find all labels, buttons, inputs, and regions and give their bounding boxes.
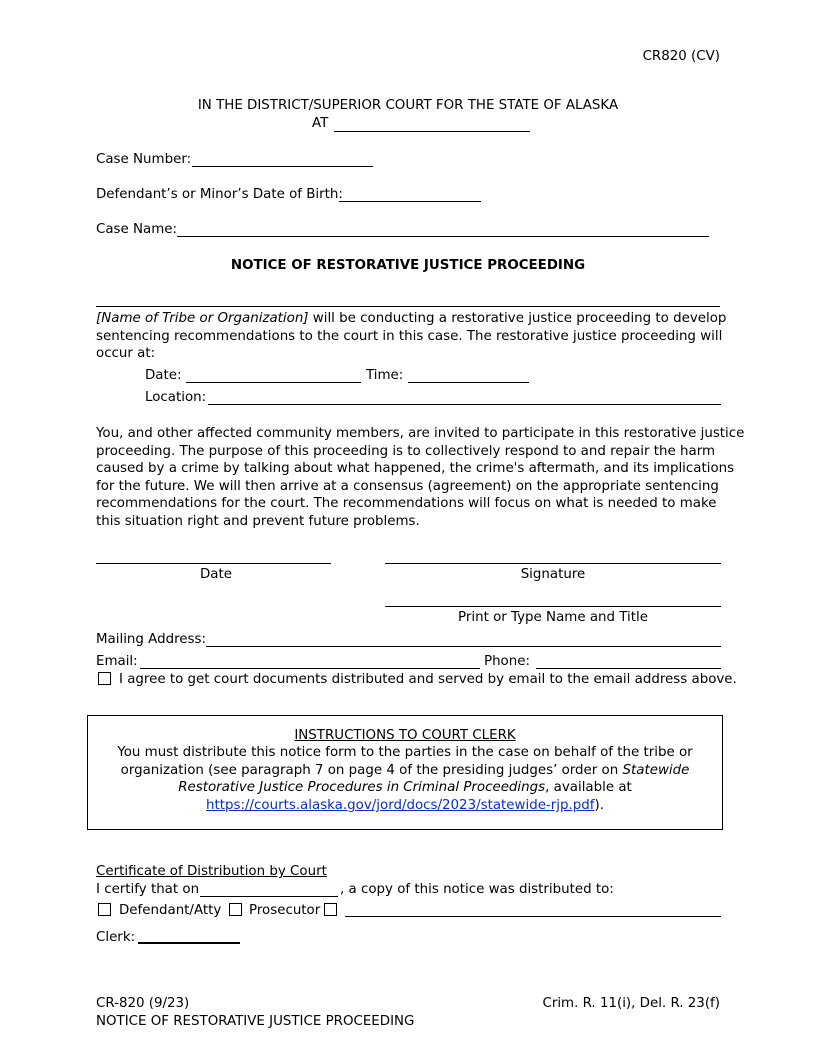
page-title: NOTICE OF RESTORATIVE JUSTICE PROCEEDING bbox=[230, 258, 586, 273]
mailing-address-field[interactable] bbox=[206, 646, 721, 647]
proceeding-location-field[interactable] bbox=[208, 404, 721, 405]
instructions-heading: INSTRUCTIONS TO COURT CLERK bbox=[294, 728, 516, 743]
case-name-label: Case Name: bbox=[96, 222, 178, 237]
instructions-link-after: ). bbox=[594, 798, 604, 813]
defendant-checkbox[interactable] bbox=[98, 903, 111, 916]
proceeding-time-field[interactable] bbox=[408, 382, 529, 383]
case-number-field[interactable] bbox=[192, 166, 373, 167]
tribe-placeholder: [Name of Tribe or Organization] bbox=[96, 311, 309, 326]
mailing-address-label: Mailing Address: bbox=[96, 632, 207, 647]
court-at-label: AT bbox=[312, 116, 329, 131]
certify-date-field[interactable] bbox=[200, 896, 338, 897]
clerk-label: Clerk: bbox=[96, 930, 136, 945]
footer-form-title: NOTICE OF RESTORATIVE JUSTICE PROCEEDING bbox=[96, 1014, 415, 1029]
signature-field[interactable] bbox=[385, 563, 721, 564]
court-heading: IN THE DISTRICT/SUPERIOR COURT FOR THE STATE OF ALASKA bbox=[197, 98, 619, 113]
dob-field[interactable] bbox=[339, 201, 481, 202]
email-consent-checkbox[interactable] bbox=[98, 672, 111, 685]
invitation-line-6: this situation right and prevent future problems. bbox=[96, 514, 420, 529]
intro-line-1 bbox=[96, 310, 726, 328]
date-field[interactable] bbox=[96, 563, 331, 564]
rjp-order-link[interactable]: https://courts.alaska.gov/jord/docs/2023/statewide-rjp.pdf bbox=[206, 798, 595, 813]
print-name-label: Print or Type Name and Title bbox=[458, 610, 648, 625]
tribe-name-field[interactable] bbox=[96, 306, 720, 307]
instructions-line-3 bbox=[87, 779, 723, 797]
signature-label: Signature bbox=[520, 567, 586, 582]
phone-label: Phone: bbox=[484, 654, 530, 669]
other-recipient-field[interactable] bbox=[345, 916, 721, 917]
other-recipient-checkbox[interactable] bbox=[324, 903, 337, 916]
invitation-line-2: proceeding. The purpose of this proceeding is to collectively respond to and repair the harm bbox=[96, 444, 716, 459]
proceeding-date-field[interactable] bbox=[186, 382, 361, 383]
case-name-field[interactable] bbox=[177, 236, 709, 237]
invitation-line-3: caused by a crime by talking about what happened, the crime's aftermath, and its implications bbox=[96, 461, 735, 476]
instructions-line-3-text: , available at bbox=[545, 780, 632, 795]
instructions-line-2 bbox=[87, 762, 723, 780]
defendant-label: Defendant/Atty bbox=[119, 903, 222, 918]
invitation-line-5: recommendations for the court. The recommendations will focus on what is needed to make bbox=[96, 496, 717, 511]
case-number-label: Case Number: bbox=[96, 152, 192, 167]
footer-rules: Crim. R. 11(i), Del. R. 23(f) bbox=[542, 996, 720, 1011]
email-label: Email: bbox=[96, 654, 138, 669]
intro-line-3: occur at: bbox=[96, 346, 156, 361]
print-name-field[interactable] bbox=[385, 606, 721, 607]
proceeding-date-label: Date: bbox=[145, 368, 182, 383]
email-field[interactable] bbox=[140, 668, 480, 669]
prosecutor-checkbox[interactable] bbox=[229, 903, 242, 916]
certify-label: I certify that on bbox=[96, 882, 200, 897]
certificate-heading: Certificate of Distribution by Court bbox=[96, 864, 327, 879]
proceeding-location-label: Location: bbox=[145, 390, 207, 405]
footer-form-number: CR-820 (9/23) bbox=[96, 996, 190, 1011]
invitation-line-1: You, and other affected community members, are invited to participate in this restorative justice bbox=[96, 426, 745, 441]
instructions-line-3-italic: Restorative Justice Procedures in Criminal Proceedings bbox=[178, 780, 546, 795]
court-location-field[interactable] bbox=[334, 131, 530, 132]
certify-text: , a copy of this notice was distributed to: bbox=[340, 882, 614, 897]
instructions-line-2-italic: Statewide bbox=[622, 763, 690, 778]
dob-label: Defendant’s or Minor’s Date of Birth: bbox=[96, 187, 343, 202]
email-consent-label: I agree to get court documents distributed and served by email to the email address above. bbox=[119, 672, 737, 687]
form-code: CR820 (CV) bbox=[642, 49, 720, 64]
phone-field[interactable] bbox=[536, 668, 721, 669]
clerk-field[interactable] bbox=[138, 942, 240, 944]
date-label: Date bbox=[199, 567, 232, 582]
proceeding-time-label: Time: bbox=[366, 368, 404, 383]
instructions-line-1: You must distribute this notice form to the parties in the case on behalf of the tribe or bbox=[117, 745, 693, 760]
prosecutor-label: Prosecutor bbox=[249, 903, 321, 918]
instructions-line-2-text: organization (see paragraph 7 on page 4 of the presiding judges’ order on bbox=[120, 763, 623, 778]
intro-line-1-text: will be conducting a restorative justice proceeding to develop bbox=[308, 311, 727, 326]
invitation-line-4: for the future. We will then arrive at a consensus (agreement) on the appropriate sentencing bbox=[96, 479, 719, 494]
intro-line-2: sentencing recommendations to the court in this case. The restorative justice proceeding will bbox=[96, 329, 723, 344]
instructions-line-4 bbox=[87, 797, 723, 815]
